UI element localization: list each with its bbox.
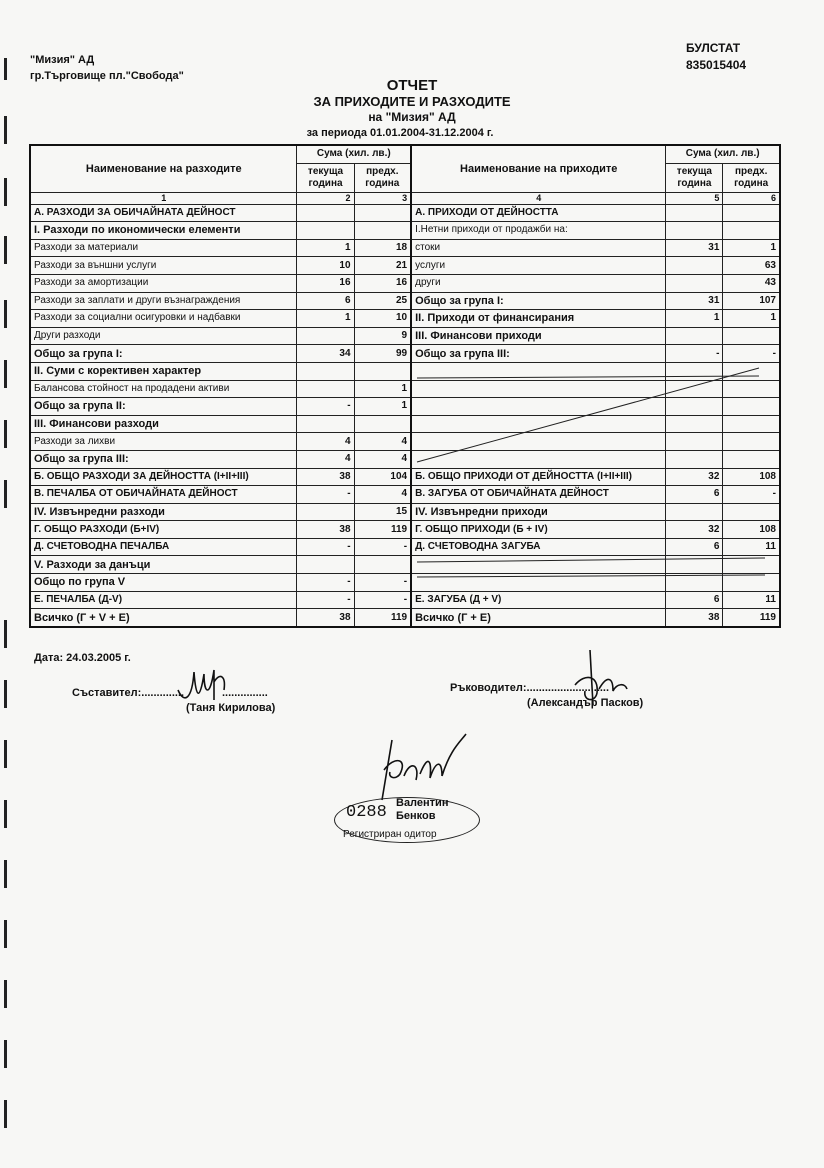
- income-item: Всичко (Г + Е): [411, 609, 666, 627]
- expense-previous-value: -: [354, 591, 411, 609]
- strike-lines: [409, 362, 781, 587]
- expense-item: V. Разходи за данъци: [30, 556, 297, 574]
- expense-current-value: [297, 222, 354, 240]
- expense-previous-value: [354, 415, 411, 433]
- expense-item: Общо за група II:: [30, 398, 297, 416]
- expense-current-value: 1: [297, 239, 354, 257]
- expense-current-year-header: текуща година: [297, 163, 354, 192]
- expense-current-value: 1: [297, 310, 354, 328]
- income-item: В. ЗАГУБА ОТ ОБИЧАЙНАТА ДЕЙНОСТ: [411, 486, 666, 504]
- expense-current-value: [297, 415, 354, 433]
- expense-current-value: -: [297, 591, 354, 609]
- table-row: [30, 609, 780, 627]
- expense-previous-value: 4: [354, 486, 411, 504]
- income-previous-value: 108: [723, 521, 780, 539]
- table-row: [30, 274, 780, 292]
- expense-item: Разходи за материали: [30, 239, 297, 257]
- table-row: [30, 345, 780, 363]
- expense-item: А. РАЗХОДИ ЗА ОБИЧАЙНАТА ДЕЙНОСТ: [30, 204, 297, 222]
- expense-current-value: [297, 327, 354, 345]
- bulstat-number: 835015404: [686, 58, 747, 72]
- report-title: ОТЧЕТ: [386, 77, 438, 94]
- expense-current-value: [297, 503, 354, 521]
- strike-line: [417, 575, 765, 577]
- binder-mark: [4, 480, 7, 508]
- expense-previous-value: [354, 362, 411, 380]
- income-previous-value: 11: [723, 538, 780, 556]
- column-index: 5: [666, 192, 723, 204]
- expense-current-value: 38: [297, 468, 354, 486]
- expense-item: Е. ПЕЧАЛБА (Д-V): [30, 591, 297, 609]
- income-item: III. Финансови приходи: [411, 327, 666, 345]
- income-previous-value: [723, 327, 780, 345]
- income-item: Е. ЗАГУБА (Д + V): [411, 591, 666, 609]
- expense-current-value: [297, 380, 354, 398]
- expense-previous-value: [354, 222, 411, 240]
- binder-mark: [4, 300, 7, 328]
- income-item: А. ПРИХОДИ ОТ ДЕЙНОСТТА: [411, 204, 666, 222]
- expense-item: IV. Извънредни разходи: [30, 503, 297, 521]
- income-current-value: [666, 222, 723, 240]
- table-row: [30, 310, 780, 328]
- expense-current-value: -: [297, 538, 354, 556]
- expense-previous-value: 21: [354, 257, 411, 275]
- expense-previous-value: 99: [354, 345, 411, 363]
- binder-mark: [4, 178, 7, 206]
- income-previous-value: -: [723, 345, 780, 363]
- expense-item: Б. ОБЩО РАЗХОДИ ЗА ДЕЙНОСТТА (I+II+III): [30, 468, 297, 486]
- strike-line: [417, 376, 759, 378]
- company-address: гр.Търговище пл."Свобода": [30, 70, 184, 82]
- expense-current-value: 4: [297, 450, 354, 468]
- income-current-year-header: текуща година: [666, 163, 723, 192]
- expense-item: Г. ОБЩО РАЗХОДИ (Б+IV): [30, 521, 297, 539]
- binder-mark: [4, 236, 7, 264]
- column-index: 4: [411, 192, 666, 204]
- expense-current-value: -: [297, 486, 354, 504]
- strike-line: [417, 558, 765, 562]
- income-current-value: 6: [666, 538, 723, 556]
- expense-item: III. Финансови разходи: [30, 415, 297, 433]
- expense-previous-value: -: [354, 538, 411, 556]
- expense-previous-value: 16: [354, 274, 411, 292]
- expense-current-value: 38: [297, 609, 354, 627]
- binder-mark: [4, 1040, 7, 1068]
- binder-mark: [4, 420, 7, 448]
- expense-current-value: 4: [297, 433, 354, 451]
- expense-current-value: [297, 204, 354, 222]
- expense-current-value: -: [297, 574, 354, 592]
- income-item: II. Приходи от финансирания: [411, 310, 666, 328]
- table-row: [30, 204, 780, 222]
- bulstat-label: БУЛСТАТ: [686, 41, 741, 55]
- income-previous-value: [723, 222, 780, 240]
- column-index: 1: [30, 192, 297, 204]
- expense-item: Д. СЧЕТОВОДНА ПЕЧАЛБА: [30, 538, 297, 556]
- income-item: IV. Извънредни приходи: [411, 503, 666, 521]
- expense-current-value: [297, 362, 354, 380]
- company-name: "Мизия" АД: [30, 54, 95, 66]
- table-row: [30, 327, 780, 345]
- income-previous-value: 107: [723, 292, 780, 310]
- table-row: [30, 257, 780, 275]
- expense-previous-value: [354, 204, 411, 222]
- expense-previous-value: 9: [354, 327, 411, 345]
- expense-item: Балансова стойност на продадени активи: [30, 380, 297, 398]
- expense-previous-year-header: предх. година: [354, 163, 411, 192]
- expense-item: Общо по група V: [30, 574, 297, 592]
- expense-previous-value: 1: [354, 398, 411, 416]
- expense-previous-value: 1: [354, 380, 411, 398]
- binder-mark: [4, 680, 7, 708]
- expense-current-value: 38: [297, 521, 354, 539]
- income-previous-value: 1: [723, 239, 780, 257]
- income-current-value: [666, 327, 723, 345]
- expense-item: Разходи за социални осигуровки и надбавки: [30, 310, 297, 328]
- income-current-value: 31: [666, 239, 723, 257]
- column-index: 2: [297, 192, 354, 204]
- income-item: Общо за група III:: [411, 345, 666, 363]
- compiler-name: (Таня Кирилова): [186, 702, 276, 714]
- expense-item: Разходи за заплати и други възнаграждения: [30, 292, 297, 310]
- expense-item: Разходи за лихви: [30, 433, 297, 451]
- income-previous-value: 108: [723, 468, 780, 486]
- expense-previous-value: 10: [354, 310, 411, 328]
- bulstat-block: [686, 40, 746, 74]
- expense-previous-value: 15: [354, 503, 411, 521]
- income-current-value: [666, 257, 723, 275]
- expense-current-value: 6: [297, 292, 354, 310]
- income-current-value: 32: [666, 521, 723, 539]
- expense-item: Разходи за външни услуги: [30, 257, 297, 275]
- expense-header: Наименование на разходите: [30, 145, 297, 192]
- income-item: Б. ОБЩО ПРИХОДИ ОТ ДЕЙНОСТТА (I+II+III): [411, 468, 666, 486]
- income-previous-value: [723, 204, 780, 222]
- income-previous-value: 11: [723, 591, 780, 609]
- expense-current-value: 10: [297, 257, 354, 275]
- expense-item: Разходи за амортизации: [30, 274, 297, 292]
- expense-item: Други разходи: [30, 327, 297, 345]
- income-current-value: 1: [666, 310, 723, 328]
- income-item: Д. СЧЕТОВОДНА ЗАГУБА: [411, 538, 666, 556]
- report-period: за периода 01.01.2004-31.12.2004 г.: [306, 127, 494, 139]
- expense-item: Общо за група I:: [30, 345, 297, 363]
- expense-previous-value: 18: [354, 239, 411, 257]
- report-company: на "Мизия" АД: [368, 110, 456, 124]
- stamp-name: [396, 797, 448, 823]
- binder-mark: [4, 860, 7, 888]
- income-current-value: 38: [666, 609, 723, 627]
- income-previous-value: 43: [723, 274, 780, 292]
- manager-label: Ръководител:...........................: [450, 682, 610, 694]
- expense-previous-value: 119: [354, 609, 411, 627]
- expense-item: I. Разходи по икономически елементи: [30, 222, 297, 240]
- column-index: 6: [723, 192, 780, 204]
- stamp-number: 0288: [346, 803, 387, 822]
- expense-previous-value: 4: [354, 433, 411, 451]
- expense-item: II. Суми с корективен характер: [30, 362, 297, 380]
- expense-previous-value: -: [354, 574, 411, 592]
- income-current-value: 31: [666, 292, 723, 310]
- expense-previous-value: 104: [354, 468, 411, 486]
- expense-previous-value: 25: [354, 292, 411, 310]
- expense-current-value: 34: [297, 345, 354, 363]
- binder-mark: [4, 980, 7, 1008]
- binder-mark: [4, 360, 7, 388]
- income-item: Г. ОБЩО ПРИХОДИ (Б + IV): [411, 521, 666, 539]
- income-previous-value: 119: [723, 609, 780, 627]
- income-header: Наименование на приходите: [411, 145, 666, 192]
- table-row: [30, 239, 780, 257]
- stamp-role: Регистриран одитор: [343, 829, 437, 840]
- income-item: Общо за група I:: [411, 292, 666, 310]
- table-header-row: [30, 145, 780, 163]
- binder-mark: [4, 920, 7, 948]
- binder-mark: [4, 740, 7, 768]
- binder-mark: [4, 800, 7, 828]
- expense-sum-header: Сума (хил. лв.): [297, 145, 411, 163]
- binder-mark: [4, 620, 7, 648]
- compiler-label: Съставител:..............: [72, 687, 185, 699]
- income-previous-value: 63: [723, 257, 780, 275]
- income-item: услуги: [411, 257, 666, 275]
- stamp-name-line1: Валентин: [396, 797, 449, 809]
- income-current-value: 6: [666, 591, 723, 609]
- expense-item: В. ПЕЧАЛБА ОТ ОБИЧАЙНАТА ДЕЙНОСТ: [30, 486, 297, 504]
- manager-signature: [555, 645, 645, 715]
- binder-mark: [4, 1100, 7, 1128]
- income-current-value: -: [666, 345, 723, 363]
- income-current-value: 6: [666, 486, 723, 504]
- expense-current-value: [297, 556, 354, 574]
- expense-item: Общо за група III:: [30, 450, 297, 468]
- expense-current-value: -: [297, 398, 354, 416]
- expense-previous-value: 4: [354, 450, 411, 468]
- income-item: I.Нетни приходи от продажби на:: [411, 222, 666, 240]
- income-current-value: [666, 204, 723, 222]
- table-row: [30, 591, 780, 609]
- manager-name: (Александър Пасков): [527, 697, 644, 709]
- column-index: 3: [354, 192, 411, 204]
- expense-previous-value: 119: [354, 521, 411, 539]
- expense-current-value: 16: [297, 274, 354, 292]
- income-current-value: 32: [666, 468, 723, 486]
- income-previous-year-header: предх. година: [723, 163, 780, 192]
- income-previous-value: -: [723, 486, 780, 504]
- stamp-name-line2: Бенков: [396, 810, 436, 822]
- income-sum-header: Сума (хил. лв.): [666, 145, 780, 163]
- strike-line: [417, 368, 759, 462]
- income-item: стоки: [411, 239, 666, 257]
- report-subtitle: ЗА ПРИХОДИТЕ И РАЗХОДИТЕ: [313, 94, 511, 109]
- income-item: други: [411, 274, 666, 292]
- income-previous-value: 1: [723, 310, 780, 328]
- income-current-value: [666, 274, 723, 292]
- column-index-row: [30, 192, 780, 204]
- table-row: [30, 292, 780, 310]
- expense-previous-value: [354, 556, 411, 574]
- compiler-signature: [170, 660, 240, 710]
- expense-item: Всичко (Г + V + Е): [30, 609, 297, 627]
- table-row: [30, 222, 780, 240]
- report-date: Дата: 24.03.2005 г.: [34, 652, 131, 664]
- compiler-dots: ...............: [222, 687, 268, 699]
